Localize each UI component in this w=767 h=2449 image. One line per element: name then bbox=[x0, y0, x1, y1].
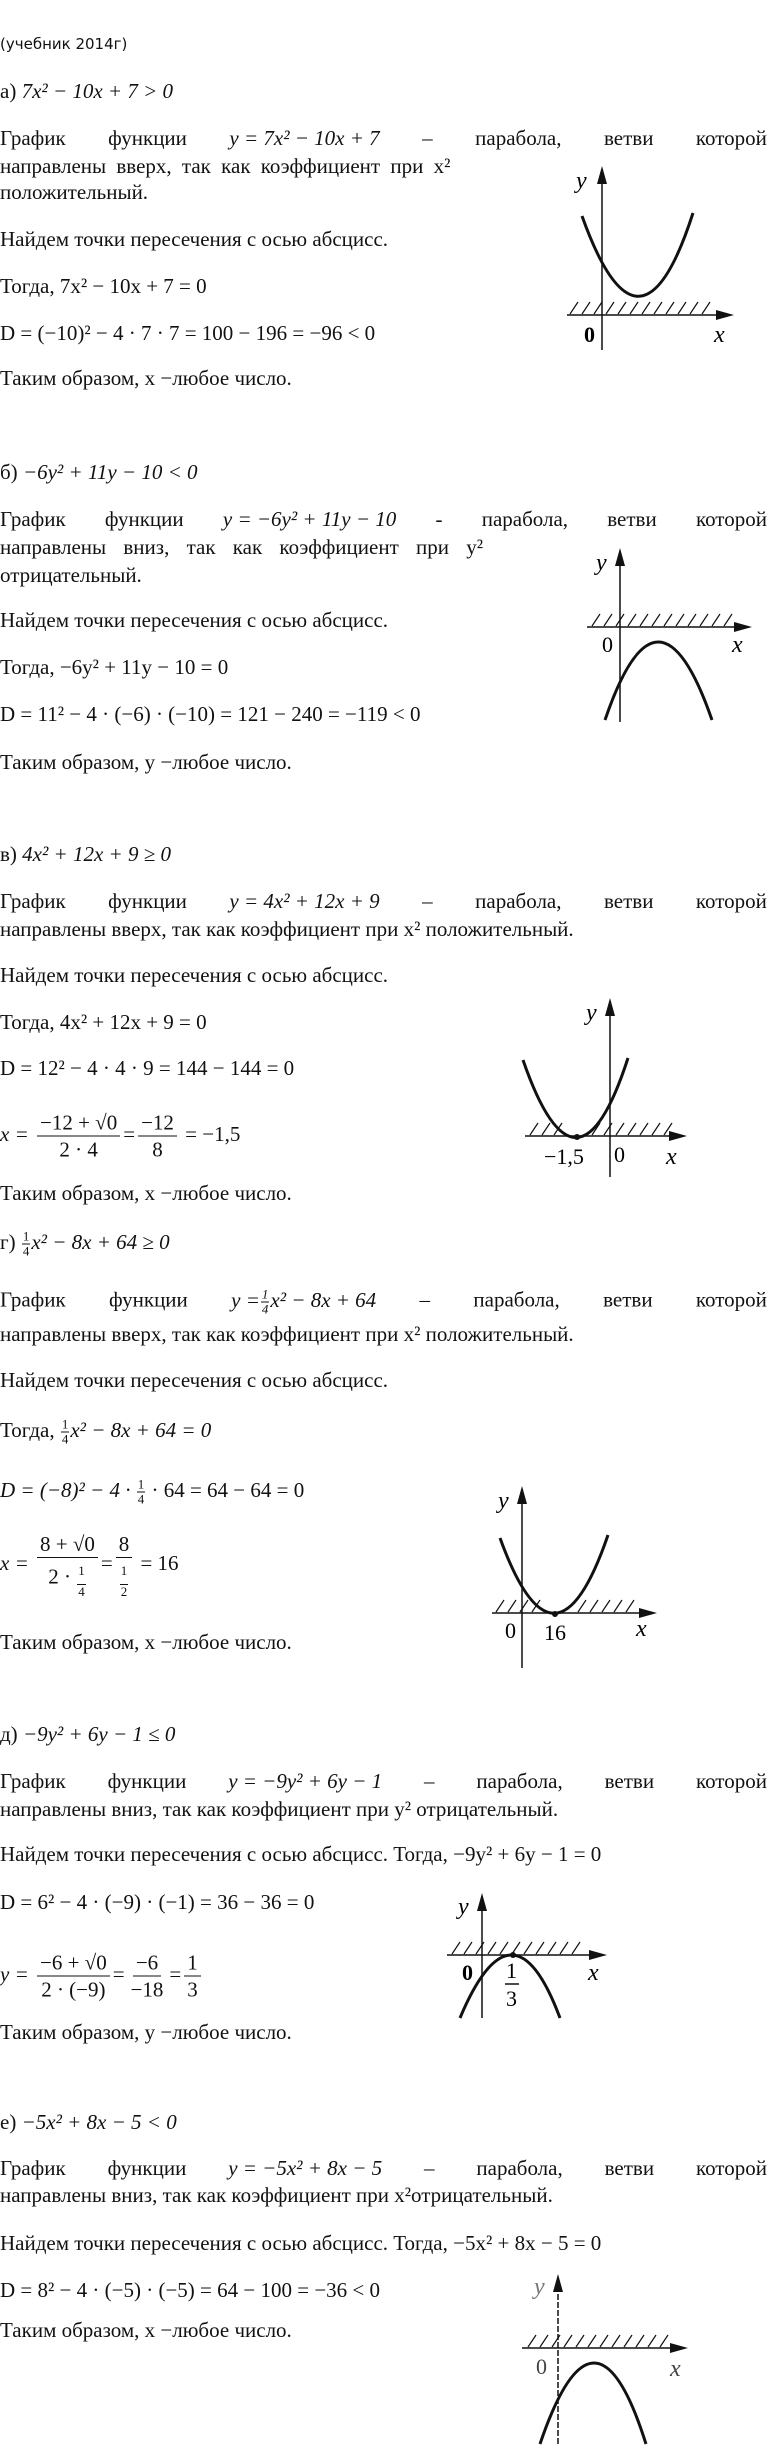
dash: – bbox=[422, 126, 433, 150]
parabola-up-icon bbox=[540, 150, 767, 360]
svg-text:0: 0 bbox=[536, 2354, 547, 2379]
function-formula: y = 4x² + 12x + 9 bbox=[229, 889, 380, 913]
parabola-down-icon bbox=[560, 520, 767, 730]
fraction bbox=[116, 1531, 133, 1599]
word: которой bbox=[695, 1287, 767, 1312]
discriminant-line bbox=[0, 1478, 304, 1507]
word: ветви bbox=[607, 507, 657, 531]
word: График bbox=[0, 1287, 66, 1312]
source-note: (учебник 2014г) bbox=[0, 35, 128, 53]
section-label: е) bbox=[0, 2110, 17, 2134]
section-label: в) bbox=[0, 842, 17, 866]
denominator: 2 bbox=[120, 1584, 128, 1599]
numerator: 1 bbox=[137, 1476, 145, 1492]
word: функции bbox=[107, 1769, 187, 1793]
section-e-heading bbox=[0, 1722, 175, 1746]
fraction bbox=[184, 1950, 201, 2003]
function-formula bbox=[231, 1288, 376, 1317]
svg-text:0: 0 bbox=[614, 1142, 625, 1167]
numerator: 8 + √0 bbox=[37, 1531, 98, 1558]
root-lhs: x = bbox=[0, 1550, 29, 1575]
svg-text:16: 16 bbox=[544, 1620, 566, 1645]
graph-description-line: направлены вниз, так как коэффициент при y² bbox=[0, 535, 484, 559]
parabola-graph-d bbox=[460, 1450, 670, 1675]
word: График bbox=[0, 889, 66, 913]
svg-text:x: x bbox=[666, 1144, 677, 1170]
denominator: 4 bbox=[261, 1301, 269, 1317]
dash: – bbox=[419, 1287, 431, 1312]
word: которой bbox=[695, 889, 767, 913]
function-formula: y = 7x² − 10x + 7 bbox=[229, 126, 380, 150]
word: ветви bbox=[604, 2156, 655, 2180]
denominator: 4 bbox=[61, 1431, 69, 1447]
word: парабола, bbox=[476, 1769, 563, 1793]
svg-text:0: 0 bbox=[584, 322, 595, 347]
fraction bbox=[138, 1110, 177, 1163]
denominator: 4 bbox=[78, 1584, 85, 1599]
denominator: 2 · 4 bbox=[59, 1137, 98, 1162]
discriminant-line: D = 12² − 4 · 4 · 9 = 144 − 144 = 0 bbox=[0, 1056, 295, 1080]
parabola-graph-b bbox=[560, 520, 767, 735]
dash: – bbox=[422, 889, 433, 913]
fraction bbox=[137, 1478, 146, 1507]
section-label: г) bbox=[0, 1229, 16, 1254]
word: функции bbox=[104, 507, 184, 531]
denominator-prefix: 2 · bbox=[48, 1564, 71, 1589]
find-intersections-text: Найдем точки пересечения с осью абсцисс. bbox=[0, 227, 389, 251]
svg-text:y: y bbox=[498, 1488, 509, 1514]
conclusion-line: Таким образом, x −любое число. bbox=[0, 2318, 292, 2342]
numerator: 1 bbox=[261, 1286, 269, 1302]
section-label: д) bbox=[0, 1722, 18, 1746]
section-label: б) bbox=[0, 460, 18, 484]
svg-text:y: y bbox=[458, 1894, 469, 1920]
dash: – bbox=[424, 1769, 435, 1793]
graph-description-line bbox=[0, 1288, 767, 1317]
section-a-heading bbox=[0, 79, 173, 103]
fraction bbox=[37, 1950, 110, 2003]
inequality: x² − 8x + 64 ≥ 0 bbox=[31, 1229, 170, 1254]
word: функции bbox=[108, 126, 187, 150]
discriminant-line: D = 6² − 4 · (−9) · (−1) = 36 − 36 = 0 bbox=[0, 1890, 315, 1914]
word: функции bbox=[109, 1287, 188, 1312]
parabola-graph-f bbox=[500, 2230, 700, 2449]
graph-description-line bbox=[0, 1769, 767, 1793]
svg-text:x: x bbox=[588, 1960, 599, 1986]
formula-lhs: y = bbox=[231, 1287, 260, 1312]
denominator: 4 bbox=[22, 1243, 30, 1259]
word: функции bbox=[108, 889, 187, 913]
fraction bbox=[128, 1950, 167, 2003]
discriminant-line: D = 11² − 4 · (−6) · (−10) = 121 − 240 = −119 < 0 bbox=[0, 702, 421, 726]
fraction bbox=[37, 1110, 120, 1163]
word: функции bbox=[107, 2156, 187, 2180]
svg-text:y: y bbox=[596, 550, 607, 576]
denominator bbox=[116, 1558, 133, 1599]
graph-description-line: направлены вверх, так как коэффициент при x² положительный. bbox=[0, 917, 574, 941]
root-formula-line: x = $\frac{-12 + √0}{2 \cdot 4}$ = $\frac{-12}{8}$ = −1,5 bbox=[0, 1110, 241, 1162]
equation-line: Тогда, −6y² + 11y − 10 = 0 bbox=[0, 655, 229, 679]
svg-text:x: x bbox=[636, 1616, 647, 1642]
root-lhs: y = bbox=[0, 1961, 29, 1986]
discriminant-line: D = 8² − 4 · (−5) · (−5) = 64 − 100 = −36 < 0 bbox=[0, 2278, 381, 2302]
word: График bbox=[0, 126, 66, 150]
denominator: 8 bbox=[152, 1137, 163, 1162]
denominator: 4 bbox=[137, 1491, 145, 1507]
find-intersections-text: Найдем точки пересечения с осью абсцисс. bbox=[0, 963, 389, 987]
svg-text:y: y bbox=[586, 1000, 597, 1026]
numerator: −6 bbox=[133, 1950, 161, 1977]
graph-description-line bbox=[0, 889, 767, 913]
graph-description-line: направлены вниз, так как коэффициент при y² отрицательный. bbox=[0, 1797, 559, 1821]
svg-text:−1,5: −1,5 bbox=[544, 1144, 584, 1169]
dash: – bbox=[424, 2156, 435, 2180]
parabola-down-icon bbox=[500, 2230, 700, 2444]
parabola-down-touching-icon bbox=[430, 1850, 630, 2020]
function-formula: y = −6y² + 11y − 10 bbox=[222, 507, 397, 531]
svg-text:x: x bbox=[732, 632, 743, 658]
word: График bbox=[0, 1769, 66, 1793]
root-formula-line: x = 8 + √0 2 · $\frac{1}{4}$ = $\frac{8}{\frac{1}{2}}$ = 16 bbox=[0, 1532, 179, 1599]
root-formula-line: y = $\frac{-6 + √0}{2 \cdot (-9)}$ = $\frac{-6}{-18}$ = $\frac{1}{3}$ bbox=[0, 1950, 204, 2003]
parabola-graph-c bbox=[500, 970, 700, 1195]
numerator: 1 bbox=[22, 1228, 30, 1244]
svg-text:0: 0 bbox=[462, 1960, 473, 1985]
section-c-heading bbox=[0, 842, 171, 866]
numerator: −12 + √0 bbox=[37, 1110, 120, 1137]
svg-text:y: y bbox=[576, 168, 587, 194]
formula-rest: x² − 8x + 64 bbox=[270, 1287, 377, 1312]
denominator: 2 · (−9) bbox=[41, 1977, 106, 2002]
then-label: Тогда, bbox=[0, 1417, 55, 1442]
equation: x² − 8x + 64 = 0 bbox=[70, 1417, 212, 1442]
conclusion-line: Таким образом, y −любое число. bbox=[0, 2020, 292, 2044]
word: ветви bbox=[603, 889, 654, 913]
word: ветви bbox=[603, 126, 654, 150]
word: которой bbox=[695, 126, 767, 150]
word: парабола, bbox=[475, 126, 562, 150]
conclusion-line: Таким образом, y −любое число. bbox=[0, 750, 292, 774]
fraction bbox=[120, 1558, 129, 1599]
svg-text:x: x bbox=[670, 2356, 681, 2382]
fraction bbox=[61, 1418, 70, 1447]
equation-line: Тогда, 4x² + 12x + 9 = 0 bbox=[0, 1010, 207, 1034]
fraction bbox=[37, 1531, 98, 1599]
root-lhs: x = bbox=[0, 1121, 29, 1146]
section-f-heading bbox=[0, 2110, 177, 2134]
inequality: −9y² + 6y − 1 ≤ 0 bbox=[22, 1722, 176, 1746]
section-label: а) bbox=[0, 79, 17, 103]
graph-description-line: направлены вниз, так как коэффициент при x²отрицательный. bbox=[0, 2183, 553, 2207]
inequality: 7x² − 10x + 7 > 0 bbox=[21, 79, 174, 103]
fraction bbox=[261, 1288, 270, 1317]
word: которой bbox=[695, 2156, 767, 2180]
svg-text:0: 0 bbox=[505, 1618, 516, 1643]
fraction bbox=[22, 1230, 31, 1259]
parabola-graph-e bbox=[430, 1850, 630, 2025]
conclusion-line: Таким образом, x −любое число. bbox=[0, 1630, 292, 1654]
equation-line: Тогда, 7x² − 10x + 7 = 0 bbox=[0, 274, 207, 298]
numerator: 1 bbox=[61, 1416, 69, 1432]
word: ветви bbox=[604, 1769, 655, 1793]
fraction bbox=[77, 1558, 86, 1599]
numerator: 8 bbox=[116, 1531, 133, 1558]
numerator: −6 + √0 bbox=[37, 1950, 110, 1977]
parabola-up-touching-icon bbox=[460, 1450, 670, 1670]
graph-description-line: положительный. bbox=[0, 180, 149, 204]
graph-description-line bbox=[0, 126, 767, 150]
root-result: = −1,5 bbox=[185, 1121, 241, 1146]
denominator: 3 bbox=[187, 1977, 198, 2002]
find-intersections-text: Найдем точки пересечения с осью абсцисс. bbox=[0, 608, 389, 632]
equation-line bbox=[0, 1418, 211, 1447]
svg-text:3: 3 bbox=[506, 1986, 517, 2011]
word: График bbox=[0, 2156, 66, 2180]
inequality: 4x² + 12x + 9 ≥ 0 bbox=[22, 842, 171, 866]
inequality: −6y² + 11y − 10 < 0 bbox=[22, 460, 198, 484]
word: которой bbox=[695, 507, 767, 531]
inequality: −5x² + 8x − 5 < 0 bbox=[21, 2110, 177, 2134]
word: которой bbox=[695, 1769, 767, 1793]
find-intersections-text: Найдем точки пересечения с осью абсцисс. Тогда, −9y² + 6y − 1 = 0 bbox=[0, 1842, 602, 1866]
word: ветви bbox=[603, 1287, 653, 1312]
svg-text:x: x bbox=[714, 322, 725, 348]
svg-text:0: 0 bbox=[602, 632, 613, 657]
word: парабола, bbox=[475, 889, 562, 913]
parabola-up-touching-icon bbox=[500, 970, 700, 1190]
word: парабола, bbox=[473, 1287, 560, 1312]
denominator: −18 bbox=[130, 1977, 164, 2002]
graph-description-line: отрицательный. bbox=[0, 563, 142, 587]
numerator: 1 bbox=[77, 1558, 86, 1585]
function-formula: y = −9y² + 6y − 1 bbox=[228, 1769, 383, 1793]
word: парабола, bbox=[476, 2156, 563, 2180]
numerator: −12 bbox=[138, 1110, 177, 1137]
discriminant-rest: · 64 = 64 − 64 = 0 bbox=[151, 1477, 305, 1502]
dash: - bbox=[435, 507, 443, 531]
numerator: 1 bbox=[120, 1558, 129, 1585]
conclusion-line: Таким образом, x −любое число. bbox=[0, 1181, 292, 1205]
find-intersections-text: Найдем точки пересечения с осью абсцисс. bbox=[0, 1368, 389, 1392]
graph-description-line: направлены вверх, так как коэффициент при x² bbox=[0, 154, 451, 178]
graph-description-line bbox=[0, 2156, 767, 2180]
numerator: 1 bbox=[184, 1950, 201, 1977]
svg-text:1: 1 bbox=[506, 1958, 517, 1983]
parabola-graph-a bbox=[540, 150, 767, 365]
function-formula: y = −5x² + 8x − 5 bbox=[228, 2156, 383, 2180]
root-result: = 16 bbox=[140, 1550, 179, 1575]
section-d-heading bbox=[0, 1230, 170, 1259]
discriminant-line: D = (−10)² − 4 · 7 · 7 = 100 − 196 = −96 < 0 bbox=[0, 321, 376, 345]
word: парабола, bbox=[481, 507, 569, 531]
conclusion-line: Таким образом, x −любое число. bbox=[0, 366, 292, 390]
word: График bbox=[0, 507, 66, 531]
section-b-heading bbox=[0, 460, 198, 484]
graph-description-line: направлены вверх, так как коэффициент при x² положительный. bbox=[0, 1322, 574, 1346]
denominator bbox=[45, 1558, 90, 1599]
discriminant-prefix: D = (−8)² − 4 · bbox=[0, 1477, 131, 1502]
find-intersections-text: Найдем точки пересечения с осью абсцисс. Тогда, −5x² + 8x − 5 = 0 bbox=[0, 2231, 602, 2255]
svg-text:y: y bbox=[534, 2274, 545, 2300]
